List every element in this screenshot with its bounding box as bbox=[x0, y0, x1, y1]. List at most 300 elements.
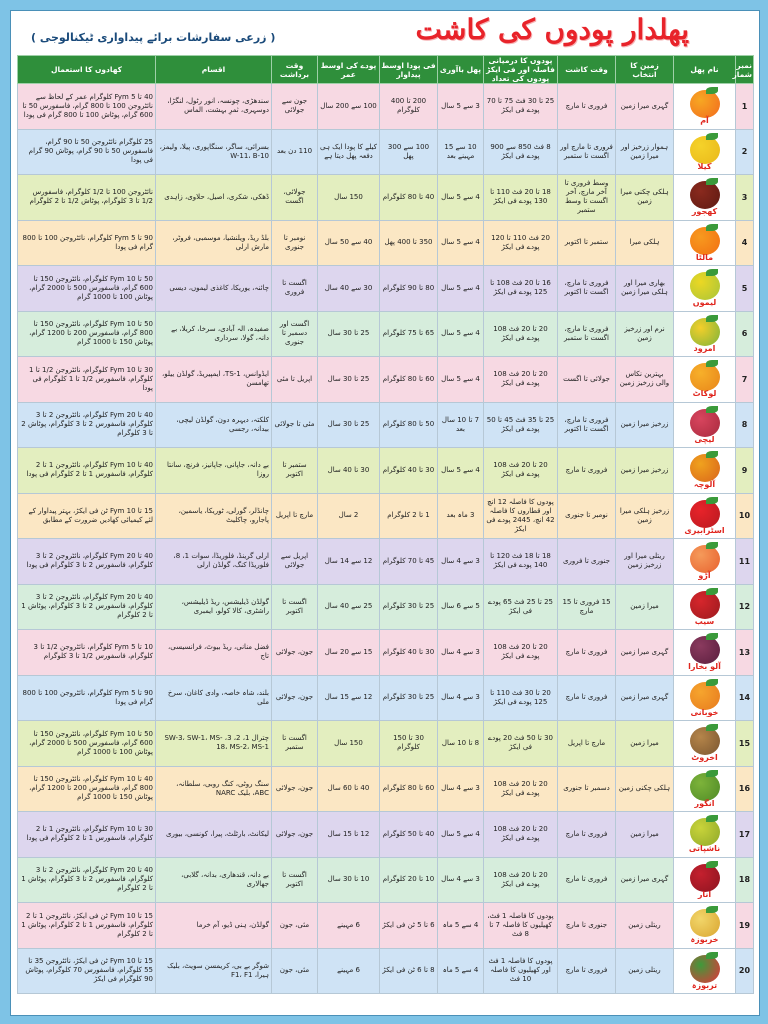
fruit-cell bbox=[674, 311, 736, 357]
leaf-icon bbox=[706, 451, 718, 458]
fruit-illustration bbox=[684, 178, 726, 216]
fruit-illustration bbox=[684, 406, 726, 444]
col-header-harvest: وقت برداشت bbox=[272, 56, 318, 84]
bearing-cell: 5 سے 6 سال bbox=[438, 584, 484, 630]
yield-cell: 1 تا 2 کلوگرام bbox=[380, 493, 438, 539]
serial-cell: 7 bbox=[736, 357, 754, 403]
time-cell: فروری تا مارچ bbox=[558, 857, 616, 903]
table-header-row bbox=[18, 56, 754, 84]
fruit-shape-icon bbox=[690, 636, 720, 664]
fruit-shape-icon bbox=[690, 318, 720, 346]
leaf-icon bbox=[706, 224, 718, 231]
soil-cell: ہلکی میرا bbox=[616, 220, 674, 266]
fruit-name: انگور bbox=[694, 798, 715, 808]
time-cell: نومبر تا جنوری bbox=[558, 493, 616, 539]
soil-cell: زرخیز میرا زمین bbox=[616, 448, 674, 494]
fertilizer-cell: 40 تا 20 Fym کلوگرام، نائٹروجن 2 تا 3 کلوگرام، فاسفورس 2 تا 3 کلوگرام، پوٹاش 2 تا 3 کلوگرام bbox=[18, 402, 156, 448]
age-cell: 40 تا 60 سال bbox=[318, 766, 380, 812]
table-row bbox=[18, 721, 754, 767]
col-header-serial: نمبر شمار bbox=[736, 56, 754, 84]
age-cell: 12 سے 15 سال bbox=[318, 675, 380, 721]
time-cell: دسمبر تا جنوری bbox=[558, 766, 616, 812]
table-row bbox=[18, 630, 754, 676]
serial-cell: 18 bbox=[736, 857, 754, 903]
spacing-cell: 25 تا 30 فٹ 75 تا 70 پودے فی ایکڑ bbox=[484, 84, 558, 130]
fertilizer-cell: نائٹروجن 100 تا 1/2 کلوگرام، فاسفورس 1/2 تا 3 کلوگرام، پوٹاش 1/2 تا 2 کلوگرام bbox=[18, 175, 156, 221]
yield-cell: 65 تا 75 کلوگرام bbox=[380, 311, 438, 357]
fruit-shape-icon bbox=[690, 409, 720, 437]
harvest-cell: اگست تا اکتوبر bbox=[272, 584, 318, 630]
varieties-cell: گولڈن، ہنی ڈیو، آم خرما bbox=[156, 903, 272, 949]
bearing-cell: 4 سے 5 سال bbox=[438, 311, 484, 357]
bearing-cell: 3 سے 4 سال bbox=[438, 630, 484, 676]
varieties-cell: سنگ روٹی، کنگ روبی، سلطانہ، ABC، بلیک NARC bbox=[156, 766, 272, 812]
fruit-name: آلوچہ bbox=[693, 480, 716, 490]
bearing-cell: 4 سے 5 سال bbox=[438, 266, 484, 312]
time-cell: جولائی تا اگست bbox=[558, 357, 616, 403]
fertilizer-cell: 40 تا 10 Fym کلوگرام، نائٹروجن 150 تا 800 گرام، فاسفورس 200 تا 1200 گرام، پوٹاش 150 تا 1000 گرام bbox=[18, 766, 156, 812]
harvest-cell: مئی تا جولائی bbox=[272, 402, 318, 448]
spacing-cell: 20 تا 20 فٹ 108 پودے فی ایکڑ bbox=[484, 357, 558, 403]
serial-cell: 1 bbox=[736, 84, 754, 130]
spacing-cell: 20 تا 20 فٹ 108 پودے فی ایکڑ bbox=[484, 857, 558, 903]
soil-cell: ریتلی زمین bbox=[616, 903, 674, 949]
harvest-cell: جون، جولائی bbox=[272, 812, 318, 858]
fruit-illustration bbox=[684, 542, 726, 580]
serial-cell: 8 bbox=[736, 402, 754, 448]
yield-cell: 30 تا 40 کلوگرام bbox=[380, 448, 438, 494]
soil-cell: گہری میرا زمین bbox=[616, 675, 674, 721]
fruit-name: مالٹا bbox=[695, 252, 714, 262]
harvest-cell: مئی، جون bbox=[272, 903, 318, 949]
fruit-shape-icon bbox=[690, 545, 720, 573]
varieties-cell: چائنہ، یوریکا، کاغذی لیموں، دیسی bbox=[156, 266, 272, 312]
fruit-shape-icon bbox=[690, 591, 720, 619]
age-cell: 150 سال bbox=[318, 175, 380, 221]
time-cell: فروری تا مارچ، اگست تا اکتوبر bbox=[558, 266, 616, 312]
fruit-table bbox=[17, 55, 754, 994]
serial-cell: 6 bbox=[736, 311, 754, 357]
fruit-illustration bbox=[684, 224, 726, 262]
soil-cell: میرا زمین bbox=[616, 812, 674, 858]
soil-cell: گہری میرا زمین bbox=[616, 857, 674, 903]
col-header-soil: زمین کا انتخاب bbox=[616, 56, 674, 84]
harvest-cell: جون، جولائی bbox=[272, 630, 318, 676]
age-cell: 2 سال bbox=[318, 493, 380, 539]
fertilizer-cell: 50 تا 10 Fym کلوگرام، نائٹروجن 150 تا 800 گرام، فاسفورس 200 تا 1200 گرام، پوٹاش 150 تا 1000 گرام bbox=[18, 311, 156, 357]
fruit-illustration bbox=[684, 451, 726, 489]
table-row bbox=[18, 448, 754, 494]
table-row bbox=[18, 357, 754, 403]
bearing-cell: 4 سے 5 ماہ bbox=[438, 903, 484, 949]
varieties-cell: بے دانہ، جاپانی، جاپانیز، فرنچ، سانتا روزا bbox=[156, 448, 272, 494]
spacing-cell: 8 فٹ 850 سے 900 پودے فی ایکڑ bbox=[484, 129, 558, 175]
harvest-cell: مارچ تا اپریل bbox=[272, 493, 318, 539]
soil-cell: زرخیز میرا زمین bbox=[616, 402, 674, 448]
col-header-age: پودے کی اوسط عمر bbox=[318, 56, 380, 84]
fruit-illustration bbox=[684, 770, 726, 808]
spacing-cell: پودوں کا فاصلہ 1 فٹ اور کھیلیوں کا فاصلہ 10 فٹ bbox=[484, 948, 558, 994]
leaf-icon bbox=[706, 406, 718, 413]
table-row bbox=[18, 766, 754, 812]
fertilizer-cell: 40 تا 5 Fym کلوگرام عمر کے لحاظ سے نائٹروجن 100 تا 800 گرام، فاسفورس 50 تا 600 گرام، پوٹاش 100 تا 800 گرام فی پودا bbox=[18, 84, 156, 130]
spacing-cell: 20 تا 20 فٹ 108 پودے فی ایکڑ bbox=[484, 311, 558, 357]
leaf-icon bbox=[706, 815, 718, 822]
soil-cell: ہلکی چکنی زمین bbox=[616, 766, 674, 812]
fruit-shape-icon bbox=[690, 90, 720, 118]
leaf-icon bbox=[706, 679, 718, 686]
varieties-cell: سندھڑی، چونسہ، انور رٹول، لنگڑا، دوسہری، ثمرِ بہشت، الماس bbox=[156, 84, 272, 130]
spacing-cell: 20 تا 20 فٹ 108 پودے فی ایکڑ bbox=[484, 630, 558, 676]
fruit-cell bbox=[674, 448, 736, 494]
fruit-name: لوکاٹ bbox=[692, 389, 717, 399]
bearing-cell: 3 سے 4 سال bbox=[438, 857, 484, 903]
page-title: پھلدار پودوں کی کاشت bbox=[415, 13, 689, 46]
bearing-cell: 3 ماہ بعد bbox=[438, 493, 484, 539]
fruit-shape-icon bbox=[690, 136, 720, 164]
spacing-cell: 20 تا 30 فٹ 110 تا 125 پودے فی ایکڑ bbox=[484, 675, 558, 721]
spacing-cell: 25 تا 25 فٹ 65 پودے فی ایکڑ bbox=[484, 584, 558, 630]
soil-cell: بھاری میرا اور ہلکی میرا زمین bbox=[616, 266, 674, 312]
spacing-cell: پودوں کا فاصلہ 1 فٹ، کھیلیوں کا فاصلہ 7 تا 8 فٹ bbox=[484, 903, 558, 949]
col-header-bearing: پھل باآوری bbox=[438, 56, 484, 84]
fertilizer-cell: 40 تا 20 Fym کلوگرام، نائٹروجن 2 تا 3 کلوگرام، فاسفورس 2 تا 3 کلوگرام، پوٹاش 1 تا 2 کلوگرام bbox=[18, 584, 156, 630]
bearing-cell: 4 سے 5 سال bbox=[438, 357, 484, 403]
serial-cell: 14 bbox=[736, 675, 754, 721]
table-row bbox=[18, 402, 754, 448]
soil-cell: ہموار زرخیز اور میرا زمین bbox=[616, 129, 674, 175]
leaf-icon bbox=[706, 952, 718, 959]
leaf-icon bbox=[706, 315, 718, 322]
age-cell: 30 تا 40 سال bbox=[318, 448, 380, 494]
age-cell: 25 تا 30 سال bbox=[318, 402, 380, 448]
soil-cell: زرخیز ہلکی میرا زمین bbox=[616, 493, 674, 539]
soil-cell: ہلکی چکنی میرا زمین bbox=[616, 175, 674, 221]
harvest-cell: اگست تا اکتوبر bbox=[272, 857, 318, 903]
yield-cell: 40 تا 50 کلوگرام bbox=[380, 812, 438, 858]
varieties-cell: بے دانہ، قندھاری، بدانہ، گلابی، جھالاری bbox=[156, 857, 272, 903]
leaf-icon bbox=[706, 133, 718, 140]
time-cell: فروری تا مارچ bbox=[558, 675, 616, 721]
fruit-cell bbox=[674, 539, 736, 585]
harvest-cell: جون سے جولائی bbox=[272, 84, 318, 130]
time-cell: فروری تا مارچ bbox=[558, 630, 616, 676]
time-cell: فروری تا مارچ bbox=[558, 84, 616, 130]
bearing-cell: 4 سے 5 سال bbox=[438, 220, 484, 266]
bearing-cell: 10 سے 15 مہینے بعد bbox=[438, 129, 484, 175]
fertilizer-cell: 15 تا 10 Fym ٹن فی ایکڑ، بہتر پیداوار کے لئے کیمیائی کھادیں ضرورت کے مطابق bbox=[18, 493, 156, 539]
fruit-shape-icon bbox=[690, 773, 720, 801]
soil-cell: گہری میرا زمین bbox=[616, 84, 674, 130]
fertilizer-cell: 25 کلوگرام نائٹروجن 50 تا 90 گرام، فاسفورس 50 تا 90 گرام، پوٹاش 90 گرام فی پودا bbox=[18, 129, 156, 175]
fruit-illustration bbox=[684, 315, 726, 353]
table-row bbox=[18, 857, 754, 903]
age-cell: 100 سے 200 سال bbox=[318, 84, 380, 130]
fruit-illustration bbox=[684, 724, 726, 762]
spacing-cell: 20 تا 20 فٹ 108 پودے فی ایکڑ bbox=[484, 766, 558, 812]
table-row bbox=[18, 584, 754, 630]
fruit-cell bbox=[674, 220, 736, 266]
bearing-cell: 3 سے 5 سال bbox=[438, 84, 484, 130]
yield-cell: 30 تا 150 کلوگرام bbox=[380, 721, 438, 767]
fruit-illustration bbox=[684, 952, 726, 990]
yield-cell: 8 تا 6 ٹن فی ایکڑ bbox=[380, 948, 438, 994]
yield-cell: 40 تا 80 کلوگرام bbox=[380, 175, 438, 221]
serial-cell: 4 bbox=[736, 220, 754, 266]
leaf-icon bbox=[706, 178, 718, 185]
fruit-shape-icon bbox=[690, 181, 720, 209]
fruit-name: آلو بخارا bbox=[688, 662, 721, 672]
leaf-icon bbox=[706, 633, 718, 640]
age-cell: 10 تا 30 سال bbox=[318, 857, 380, 903]
fruit-shape-icon bbox=[690, 864, 720, 892]
fruit-cell bbox=[674, 402, 736, 448]
fruit-shape-icon bbox=[690, 909, 720, 937]
time-cell: فروری تا مارچ bbox=[558, 948, 616, 994]
varieties-cell: چترال 1، 2، 3، SW-3، SW-1، MS-18، MS-2، MS-1 bbox=[156, 721, 272, 767]
yield-cell: 50 تا 80 کلوگرام bbox=[380, 402, 438, 448]
soil-cell: میرا زمین bbox=[616, 721, 674, 767]
varieties-cell: گولڈن ڈیلیشس، ریڈ ڈیلیشس، راشٹری، کالا کولو، ایمبری bbox=[156, 584, 272, 630]
leaf-icon bbox=[706, 497, 718, 504]
serial-cell: 16 bbox=[736, 766, 754, 812]
time-cell: فروری تا مارچ اور اگست تا ستمبر bbox=[558, 129, 616, 175]
serial-cell: 5 bbox=[736, 266, 754, 312]
table-row bbox=[18, 812, 754, 858]
time-cell: جنوری تا مارچ bbox=[558, 903, 616, 949]
fruit-cell bbox=[674, 357, 736, 403]
fruit-shape-icon bbox=[690, 227, 720, 255]
fruit-illustration bbox=[684, 906, 726, 944]
serial-cell: 3 bbox=[736, 175, 754, 221]
fertilizer-cell: 10 تا 5 Fym کلوگرام، نائٹروجن 1/2 تا 3 کلوگرام، فاسفورس 1/2 تا 3 کلوگرام bbox=[18, 630, 156, 676]
page-subtitle: ( زرعی سفارشات برائے پیداواری ٹیکنالوجی ) bbox=[31, 31, 276, 44]
soil-cell: گہری میرا زمین bbox=[616, 630, 674, 676]
bearing-cell: 8 تا 10 سال bbox=[438, 721, 484, 767]
yield-cell: 100 سے 300 پھل bbox=[380, 129, 438, 175]
fruit-name: اخروٹ bbox=[691, 753, 718, 763]
serial-cell: 9 bbox=[736, 448, 754, 494]
fruit-shape-icon bbox=[690, 727, 720, 755]
time-cell: فروری تا مارچ، اگست تا اکتوبر bbox=[558, 402, 616, 448]
bearing-cell: 4 سے 5 سال bbox=[438, 812, 484, 858]
table-row bbox=[18, 675, 754, 721]
serial-cell: 10 bbox=[736, 493, 754, 539]
harvest-cell: اگست تا فروری bbox=[272, 266, 318, 312]
fertilizer-cell: 40 تا 10 Fym کلوگرام، نائٹروجن 1 تا 2 کلوگرام، فاسفورس 1 تا 2 کلوگرام فی پودا bbox=[18, 448, 156, 494]
fruit-shape-icon bbox=[690, 363, 720, 391]
serial-cell: 17 bbox=[736, 812, 754, 858]
fruit-cell bbox=[674, 721, 736, 767]
table-row bbox=[18, 493, 754, 539]
fruit-name: امرود bbox=[693, 343, 716, 353]
age-cell: 12 تا 15 سال bbox=[318, 812, 380, 858]
col-header-time: وقت کاشت bbox=[558, 56, 616, 84]
fruit-cell bbox=[674, 630, 736, 676]
bearing-cell: 4 سے 5 سال bbox=[438, 175, 484, 221]
yield-cell: 10 تا 20 کلوگرام bbox=[380, 857, 438, 903]
serial-cell: 19 bbox=[736, 903, 754, 949]
leaf-icon bbox=[706, 724, 718, 731]
harvest-cell: جون، جولائی bbox=[272, 675, 318, 721]
spacing-cell: 18 تا 20 فٹ 110 تا 130 پودے فی ایکڑ bbox=[484, 175, 558, 221]
time-cell: وسط فروری تا آخر مارچ، آخر اگست تا وسط ستمبر bbox=[558, 175, 616, 221]
fruit-cell bbox=[674, 266, 736, 312]
leaf-icon bbox=[706, 360, 718, 367]
soil-cell: ریتلی میرا اور زرخیز زمین bbox=[616, 539, 674, 585]
spacing-cell: 20 تا 20 فٹ 108 پودے فی ایکڑ bbox=[484, 448, 558, 494]
spacing-cell: 30 تا 50 فٹ 20 پودے فی ایکڑ bbox=[484, 721, 558, 767]
bearing-cell: 3 سے 4 سال bbox=[438, 675, 484, 721]
age-cell: کیلے کا پودا ایک ہی دفعہ پھل دیتا ہے bbox=[318, 129, 380, 175]
leaf-icon bbox=[706, 588, 718, 595]
leaf-icon bbox=[706, 542, 718, 549]
varieties-cell: چانڈلر، گورلی، ٹوریکا، یاسمین، پاجارو، چاکلیٹ bbox=[156, 493, 272, 539]
fertilizer-cell: 50 تا 10 Fym کلوگرام، نائٹروجن 150 تا 600 گرام، فاسفورس 500 تا 2000 گرام، پوٹاش 100 تا 1000 گرام bbox=[18, 721, 156, 767]
varieties-cell: شوگر بے بی، کریمسن سویٹ، بلیک ہیرا، F1، F1 bbox=[156, 948, 272, 994]
fruit-shape-icon bbox=[690, 955, 720, 983]
bearing-cell: 3 سے 4 سال bbox=[438, 766, 484, 812]
yield-cell: 350 تا 400 پھل bbox=[380, 220, 438, 266]
time-cell: فروری تا مارچ bbox=[558, 448, 616, 494]
fruit-name: آم bbox=[700, 116, 709, 126]
fertilizer-cell: 40 تا 20 Fym کلوگرام، نائٹروجن 2 تا 3 کلوگرام، فاسفورس 2 تا 3 کلوگرام فی پودا bbox=[18, 539, 156, 585]
spacing-cell: 25 تا 35 فٹ 45 تا 50 پودے فی ایکڑ bbox=[484, 402, 558, 448]
leaf-icon bbox=[706, 770, 718, 777]
varieties-cell: بسرائی، ساگر، سنگاپوری، پیلا، ولیمز، W-11، B-10 bbox=[156, 129, 272, 175]
age-cell: 12 سے 14 سال bbox=[318, 539, 380, 585]
age-cell: 150 سال bbox=[318, 721, 380, 767]
fruit-shape-icon bbox=[690, 818, 720, 846]
yield-cell: 45 تا 70 کلوگرام bbox=[380, 539, 438, 585]
soil-cell: میرا زمین bbox=[616, 584, 674, 630]
fruit-name: سیب bbox=[694, 616, 715, 626]
fruit-name: انار bbox=[697, 889, 712, 899]
fruit-shape-icon bbox=[690, 500, 720, 528]
harvest-cell: نومبر تا جنوری bbox=[272, 220, 318, 266]
harvest-cell: اپریل تا مئی bbox=[272, 357, 318, 403]
harvest-cell: مئی، جون bbox=[272, 948, 318, 994]
col-header-spacing: پودوں کا درمیانی فاصلہ اور فی ایکڑ پودوں کی تعداد bbox=[484, 56, 558, 84]
yield-cell: 60 تا 80 کلوگرام bbox=[380, 357, 438, 403]
age-cell: 25 تا 30 سال bbox=[318, 357, 380, 403]
fruit-shape-icon bbox=[690, 682, 720, 710]
fruit-name: لیموں bbox=[692, 298, 717, 308]
serial-cell: 12 bbox=[736, 584, 754, 630]
soil-cell: ریتلی زمین bbox=[616, 948, 674, 994]
col-header-fruit: نام پھل bbox=[674, 56, 736, 84]
fruit-cell bbox=[674, 766, 736, 812]
fruit-illustration bbox=[684, 269, 726, 307]
table-row bbox=[18, 266, 754, 312]
fertilizer-cell: 15 تا 10 Fym ٹن فی ایکڑ، نائٹروجن 1 تا 2 کلوگرام، فاسفورس 1 تا 2 کلوگرام، پوٹاش 1 تا 2 کلوگرام bbox=[18, 903, 156, 949]
fertilizer-cell: 90 تا 5 Fym کلوگرام، نائٹروجن 100 تا 800 گرام فی پودا bbox=[18, 220, 156, 266]
varieties-cell: بلند، شاہ خاصہ، وادی کاغان، سرخ ملی bbox=[156, 675, 272, 721]
col-header-yield: فی پودا اوسط پیداوار bbox=[380, 56, 438, 84]
fruit-name: خوبانی bbox=[690, 707, 719, 717]
fruit-cell bbox=[674, 903, 736, 949]
fruit-illustration bbox=[684, 360, 726, 398]
fruit-name: آڑو bbox=[698, 571, 711, 581]
age-cell: 25 تا 30 سال bbox=[318, 311, 380, 357]
fruit-illustration bbox=[684, 133, 726, 171]
harvest-cell: جون، جولائی bbox=[272, 766, 318, 812]
harvest-cell: جولائی، اگست bbox=[272, 175, 318, 221]
time-cell: مارچ تا اپریل bbox=[558, 721, 616, 767]
serial-cell: 15 bbox=[736, 721, 754, 767]
fruit-illustration bbox=[684, 679, 726, 717]
varieties-cell: ایڈوانس، TS-1، ایمپیریڈ، گولڈن ییلو، تھامسن bbox=[156, 357, 272, 403]
fruit-cell bbox=[674, 812, 736, 858]
fruit-cell bbox=[674, 857, 736, 903]
age-cell: 30 سے 40 سال bbox=[318, 266, 380, 312]
spacing-cell: 18 تا 18 فٹ 120 تا 140 پودے فی ایکڑ bbox=[484, 539, 558, 585]
fertilizer-cell: 40 تا 20 Fym کلوگرام، نائٹروجن 2 تا 3 کلوگرام، فاسفورس 2 تا 3 کلوگرام، پوٹاش 1 تا 2 کلوگرام bbox=[18, 857, 156, 903]
table-row bbox=[18, 129, 754, 175]
serial-cell: 20 bbox=[736, 948, 754, 994]
table-row bbox=[18, 220, 754, 266]
yield-cell: 80 تا 90 کلوگرام bbox=[380, 266, 438, 312]
yield-cell: 60 تا 80 کلوگرام bbox=[380, 766, 438, 812]
varieties-cell: ارلی گرینڈ، فلوریڈا، سوات 1، 8، فلوریڈا کنگ، گولڈن ارلی bbox=[156, 539, 272, 585]
varieties-cell: بلڈ ریڈ، ویلنشیا، موسمبی، فروٹر، مارش ارلی bbox=[156, 220, 272, 266]
varieties-cell: فضل منانی، ریڈ بیوٹ، فرانسیسی، تاج bbox=[156, 630, 272, 676]
harvest-cell: اگست اور دسمبر تا جنوری bbox=[272, 311, 318, 357]
age-cell: 25 سے 40 سال bbox=[318, 584, 380, 630]
harvest-cell: 110 دن بعد bbox=[272, 129, 318, 175]
serial-cell: 2 bbox=[736, 129, 754, 175]
time-cell: فروری تا مارچ، اگست تا ستمبر bbox=[558, 311, 616, 357]
fruit-cell bbox=[674, 675, 736, 721]
fruit-illustration bbox=[684, 861, 726, 899]
soil-cell: بہترین نکاس والی زرخیز زمین bbox=[616, 357, 674, 403]
fertilizer-cell: 15 تا 10 Fym ٹن فی ایکڑ، نائٹروجن 35 تا 55 کلوگرام، فاسفورس 70 کلوگرام، پوٹاش 90 کلوگرام فی ایکڑ bbox=[18, 948, 156, 994]
fruit-cell bbox=[674, 948, 736, 994]
table-row bbox=[18, 903, 754, 949]
fruit-name: کیلا bbox=[697, 161, 712, 171]
leaf-icon bbox=[706, 861, 718, 868]
time-cell: جنوری تا فروری bbox=[558, 539, 616, 585]
fruit-cell bbox=[674, 175, 736, 221]
harvest-cell: اگست تا ستمبر bbox=[272, 721, 318, 767]
yield-cell: 6 تا 5 ٹن فی ایکڑ bbox=[380, 903, 438, 949]
harvest-cell: ستمبر تا اکتوبر bbox=[272, 448, 318, 494]
age-cell: 6 مہینے bbox=[318, 903, 380, 949]
table-body bbox=[18, 84, 754, 994]
spacing-cell: 20 فٹ 110 تا 120 پودے فی ایکڑ bbox=[484, 220, 558, 266]
varieties-cell: ڈھکی، شکری، اصیل، حلاوی، زاہدی bbox=[156, 175, 272, 221]
yield-cell: 30 تا 40 کلوگرام bbox=[380, 630, 438, 676]
yield-cell: 200 تا 400 کلوگرام bbox=[380, 84, 438, 130]
serial-cell: 13 bbox=[736, 630, 754, 676]
fruit-illustration bbox=[684, 588, 726, 626]
time-cell: 15 فروری تا 15 مارچ bbox=[558, 584, 616, 630]
fruit-name: لیچی bbox=[694, 434, 715, 444]
fruit-illustration bbox=[684, 633, 726, 671]
col-header-varieties: اقسام bbox=[156, 56, 272, 84]
yield-cell: 25 تا 30 کلوگرام bbox=[380, 584, 438, 630]
serial-cell: 11 bbox=[736, 539, 754, 585]
age-cell: 40 سے 50 سال bbox=[318, 220, 380, 266]
spacing-cell: 20 تا 20 فٹ 108 پودے فی ایکڑ bbox=[484, 812, 558, 858]
table-row bbox=[18, 84, 754, 130]
leaf-icon bbox=[706, 87, 718, 94]
bearing-cell: 7 تا 10 سال بعد bbox=[438, 402, 484, 448]
harvest-cell: اپریل سے جولائی bbox=[272, 539, 318, 585]
varieties-cell: صفیدہ، الہ آبادی، سرخا، کریلا، بے دانہ، گولا، سرداری bbox=[156, 311, 272, 357]
table-row bbox=[18, 175, 754, 221]
fruit-illustration bbox=[684, 815, 726, 853]
